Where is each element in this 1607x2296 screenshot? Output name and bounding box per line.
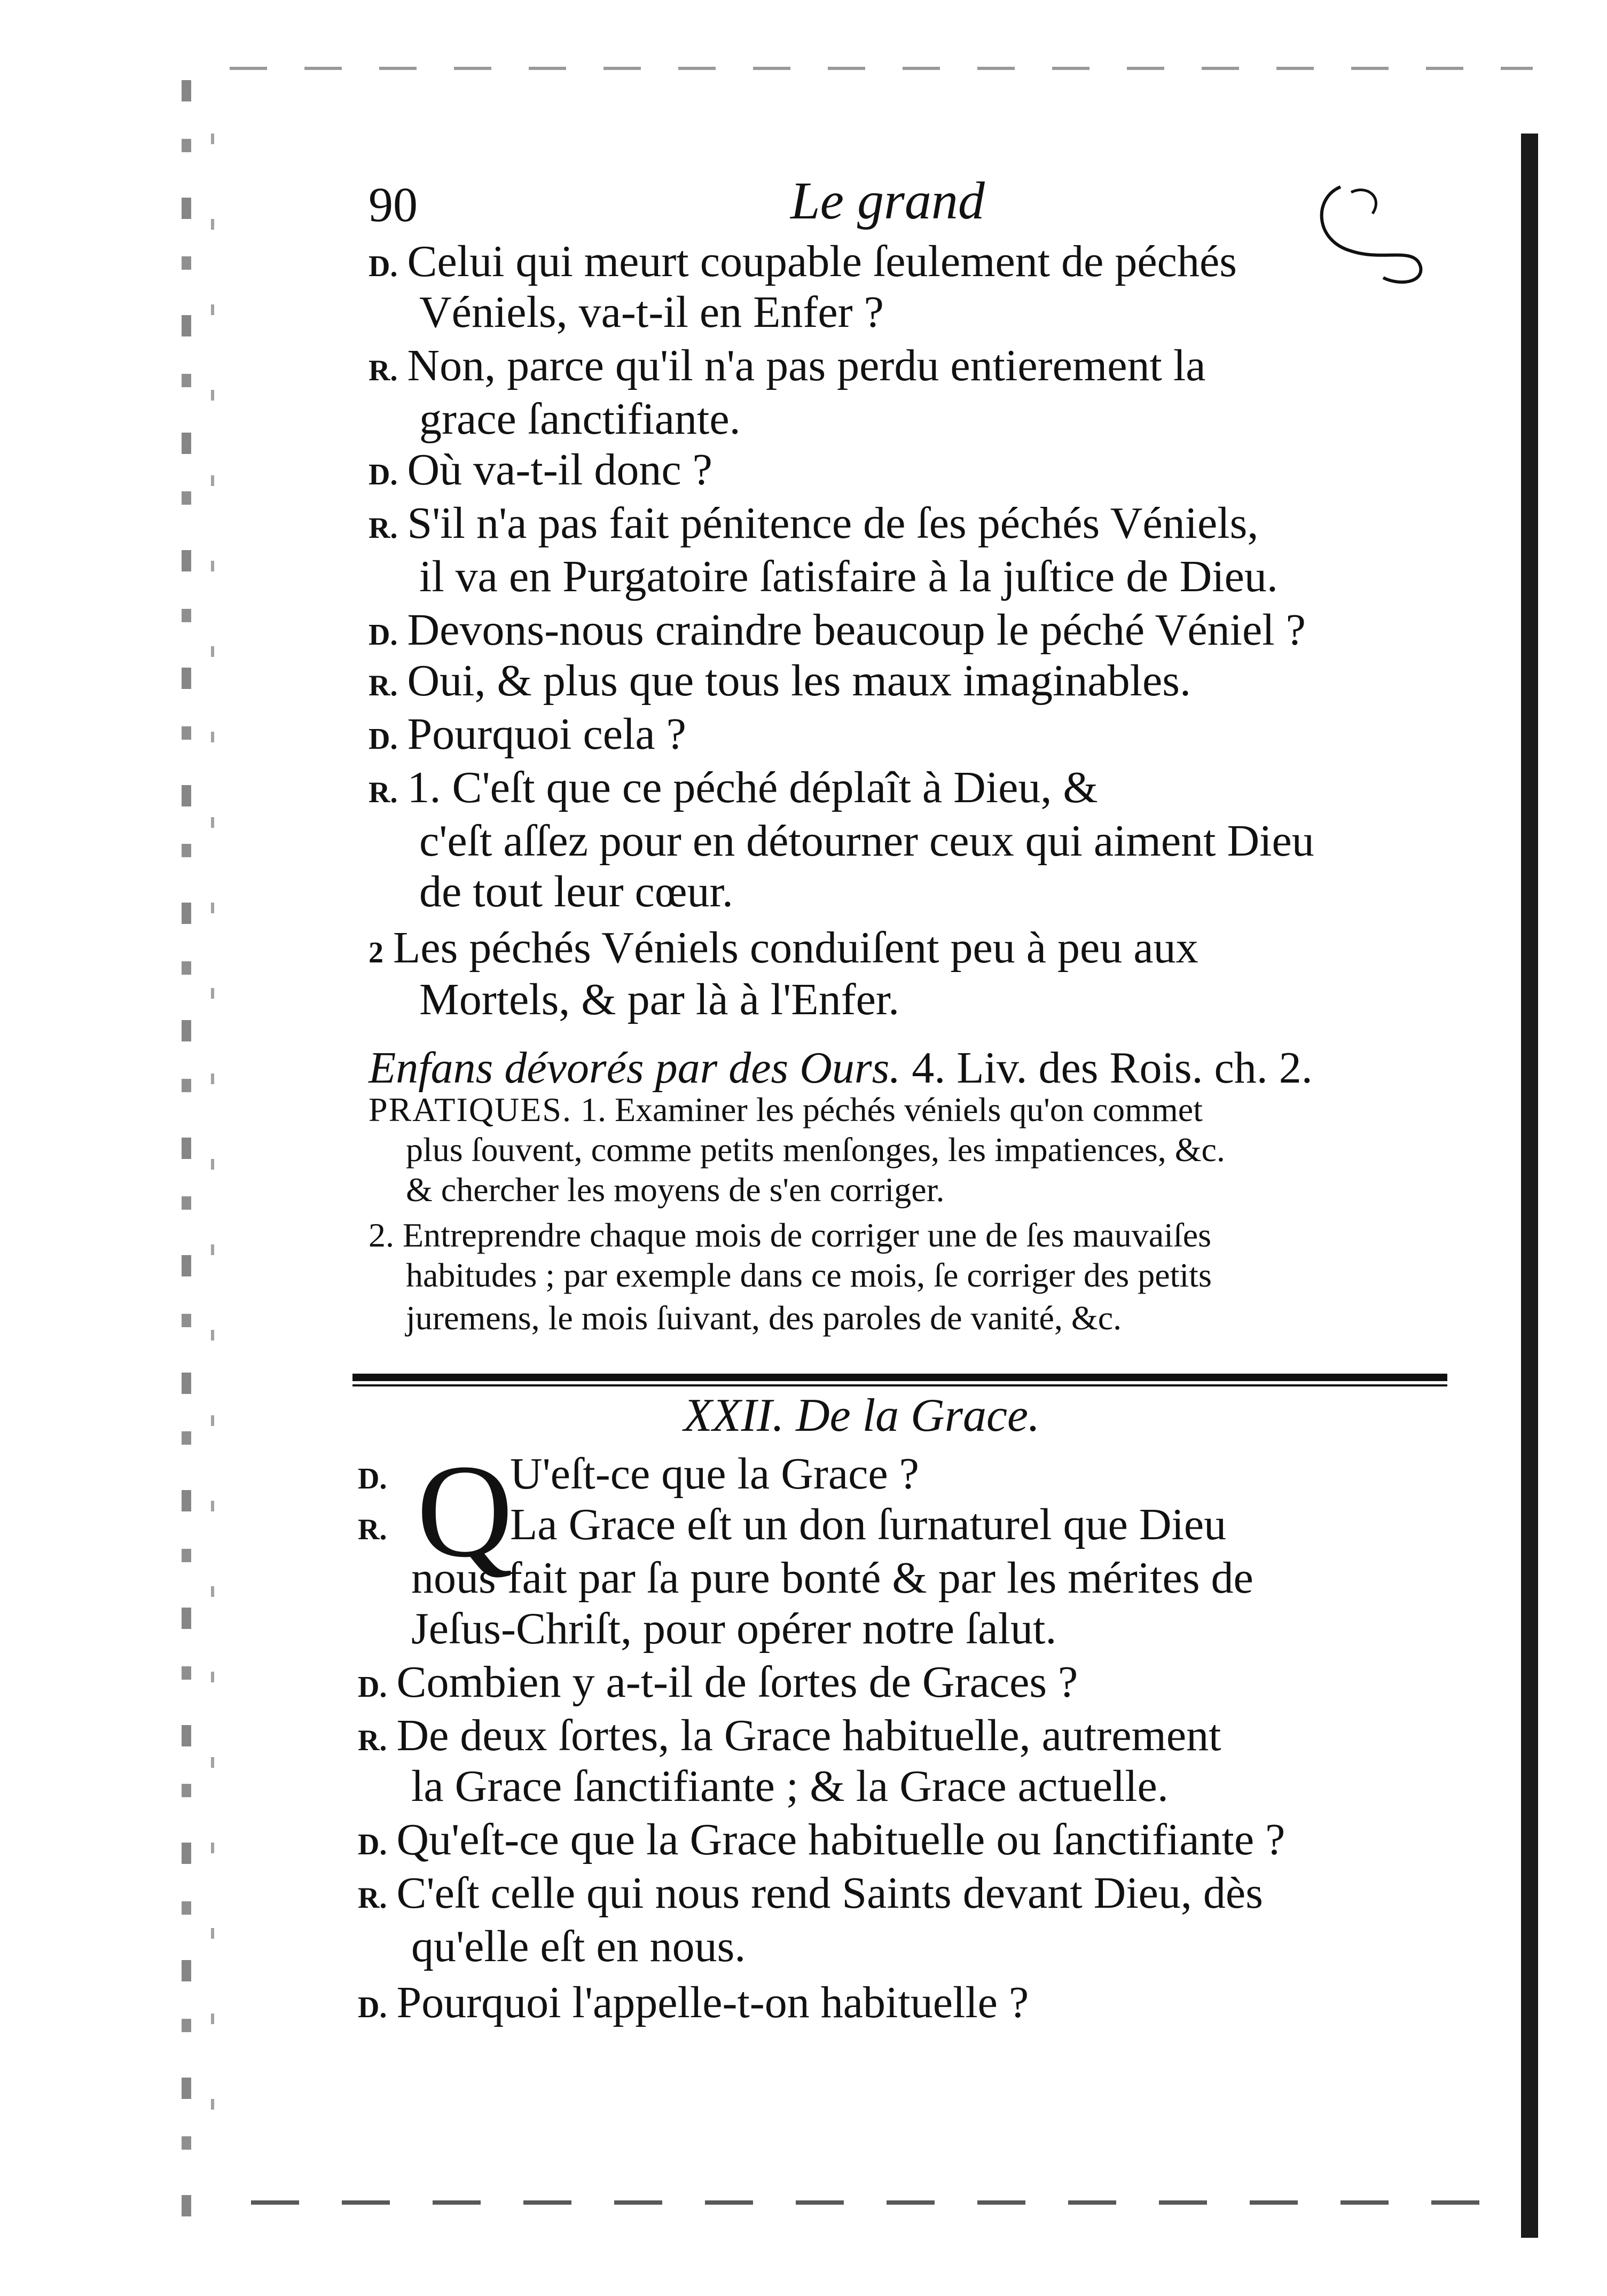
scan-edge-left bbox=[182, 80, 191, 2216]
line-text: 1. C'eſt que ce péché déplaît à Dieu, & bbox=[407, 763, 1098, 812]
line-text: S'il n'a pas fait pénitence de ſes péchés Véniels, bbox=[407, 498, 1259, 548]
line-text: Pourquoi cela ? bbox=[407, 709, 686, 759]
line-text: De deux ſortes, la Grace habituelle, autrement bbox=[396, 1711, 1221, 1760]
line-text: grace ſanctifiante. bbox=[419, 394, 741, 444]
qa-line bbox=[369, 761, 1098, 819]
line-text: Oui, & plus que tous les maux imaginables. bbox=[407, 656, 1191, 706]
qa-line bbox=[510, 1447, 919, 1501]
line-marker: D. bbox=[369, 723, 398, 756]
pratiques-text: plus ſouvent, comme petits menſonges, les impatiences, &c. bbox=[406, 1131, 1225, 1169]
drop-cap: Q bbox=[417, 1437, 513, 1585]
running-head: Le grand bbox=[790, 171, 985, 230]
section-rule-thin bbox=[352, 1384, 1447, 1386]
qa-line bbox=[358, 1976, 1029, 2034]
pratiques-line bbox=[406, 1130, 1225, 1170]
qa-line bbox=[411, 1551, 1253, 1605]
qa-line bbox=[369, 921, 1198, 979]
line-text: de tout leur cœur. bbox=[419, 867, 733, 916]
reference-title: Enfans dévorés par des Ours. bbox=[369, 1043, 901, 1093]
line-marker: D. bbox=[369, 618, 398, 652]
pratiques-text: & chercher les moyens de s'en corriger. bbox=[406, 1171, 945, 1209]
line-marker: D. bbox=[358, 1671, 387, 1704]
line-text: Jeſus-Chriſt, pour opérer notre ſalut. bbox=[411, 1604, 1057, 1654]
line-marker: R. bbox=[369, 669, 398, 702]
line-text: la Grace ſanctifiante ; & la Grace actuelle. bbox=[411, 1761, 1169, 1811]
qa-line bbox=[358, 1498, 396, 1556]
pratiques-line bbox=[406, 1255, 1212, 1296]
line-text: nous fait par ſa pure bonté & par les mérites de bbox=[411, 1553, 1253, 1603]
qa-line bbox=[510, 1498, 1226, 1551]
pratiques-line bbox=[406, 1170, 944, 1210]
line-marker: R. bbox=[358, 1513, 387, 1546]
pratiques-line bbox=[369, 1215, 1211, 1256]
pratiques-line bbox=[369, 1090, 1203, 1130]
pratiques-text: habitudes ; par exemple dans ce mois, ſe corriger des petits bbox=[406, 1256, 1212, 1294]
qa-line bbox=[358, 1813, 1285, 1871]
section-rule bbox=[352, 1374, 1447, 1381]
line-marker: R. bbox=[369, 354, 398, 387]
line-text: Celui qui meurt coupable ſeulement de péchés bbox=[407, 237, 1237, 286]
line-marker: D. bbox=[369, 250, 398, 283]
qa-line bbox=[419, 550, 1278, 604]
line-marker: D. bbox=[358, 1828, 387, 1861]
line-text: Pourquoi l'appelle-t-on habituelle ? bbox=[396, 1978, 1029, 2027]
scan-edge-right bbox=[1521, 134, 1538, 2238]
qa-line bbox=[358, 1867, 1263, 1925]
pratiques-line bbox=[406, 1298, 1122, 1338]
qa-line bbox=[419, 393, 741, 446]
qa-line bbox=[369, 654, 1191, 712]
line-marker: R. bbox=[369, 512, 398, 545]
line-text: Non, parce qu'il n'a pas perdu entierement la bbox=[407, 341, 1206, 390]
line-text: U'eſt-ce que la Grace ? bbox=[510, 1449, 919, 1499]
line-text: C'eſt celle qui nous rend Saints devant Dieu, dès bbox=[396, 1868, 1263, 1918]
qa-line bbox=[369, 443, 712, 501]
qa-line bbox=[369, 497, 1258, 555]
qa-line bbox=[369, 604, 1306, 662]
qa-line bbox=[369, 708, 686, 766]
pratiques-text: 2. Entreprendre chaque mois de corriger une de ſes mauvaiſes bbox=[369, 1216, 1212, 1254]
qa-line bbox=[369, 339, 1205, 397]
line-text: Véniels, va-t-il en Enfer ? bbox=[419, 287, 884, 337]
line-text: Mortels, & par là à l'Enfer. bbox=[419, 975, 900, 1024]
line-marker: R. bbox=[358, 1882, 387, 1915]
line-text: Où va-t-il donc ? bbox=[407, 445, 712, 495]
line-text: La Grace eſt un don ſurnaturel que Dieu bbox=[510, 1500, 1227, 1549]
qa-line bbox=[411, 1920, 746, 1973]
line-marker: R. bbox=[369, 776, 398, 809]
line-text: c'eſt aſſez pour en détourner ceux qui aiment Dieu bbox=[419, 816, 1314, 866]
scripture-reference bbox=[369, 1041, 1313, 1095]
line-marker: D. bbox=[358, 1991, 387, 2024]
scan-edge-top bbox=[230, 67, 1533, 70]
qa-line bbox=[358, 1447, 396, 1506]
qa-line bbox=[419, 973, 899, 1026]
ink-flourish-icon bbox=[1303, 182, 1426, 288]
qa-line bbox=[369, 235, 1237, 293]
line-text: Combien y a-t-il de ſortes de Graces ? bbox=[396, 1657, 1078, 1707]
line-text: Qu'eſt-ce que la Grace habituelle ou ſanctifiante ? bbox=[396, 1815, 1285, 1864]
qa-line bbox=[411, 1760, 1169, 1813]
line-marker: R. bbox=[358, 1724, 387, 1757]
qa-line bbox=[419, 865, 733, 919]
scan-edge-left-inner bbox=[211, 134, 214, 2163]
qa-line bbox=[358, 1656, 1078, 1714]
scan-edge-bottom bbox=[251, 2200, 1522, 2205]
qa-line bbox=[419, 814, 1314, 868]
line-text: Devons-nous craindre beaucoup le péché Véniel ? bbox=[407, 605, 1306, 655]
pratiques-text: juremens, le mois ſuivant, des paroles de vanité, &c. bbox=[406, 1299, 1122, 1337]
line-marker: D. bbox=[358, 1462, 387, 1495]
qa-line bbox=[411, 1602, 1056, 1656]
section-title: XXII. De la Grace. bbox=[684, 1390, 1040, 1441]
qa-line bbox=[358, 1709, 1221, 1767]
line-marker: D. bbox=[369, 458, 398, 491]
pratiques-label: PRATIQUES. bbox=[369, 1091, 572, 1129]
pratiques-text: 1. Examiner les péchés véniels qu'on commet bbox=[580, 1091, 1203, 1129]
line-marker: 2 bbox=[369, 936, 383, 969]
reference-citation: 4. Liv. des Rois. ch. 2. bbox=[912, 1043, 1313, 1093]
line-text: il va en Purgatoire ſatisfaire à la juſtice de Dieu. bbox=[419, 552, 1278, 601]
qa-line bbox=[419, 286, 884, 339]
page-number: 90 bbox=[369, 177, 418, 232]
line-text: qu'elle eſt en nous. bbox=[411, 1922, 746, 1971]
line-text: Les péchés Véniels conduiſent peu à peu aux bbox=[393, 923, 1198, 973]
